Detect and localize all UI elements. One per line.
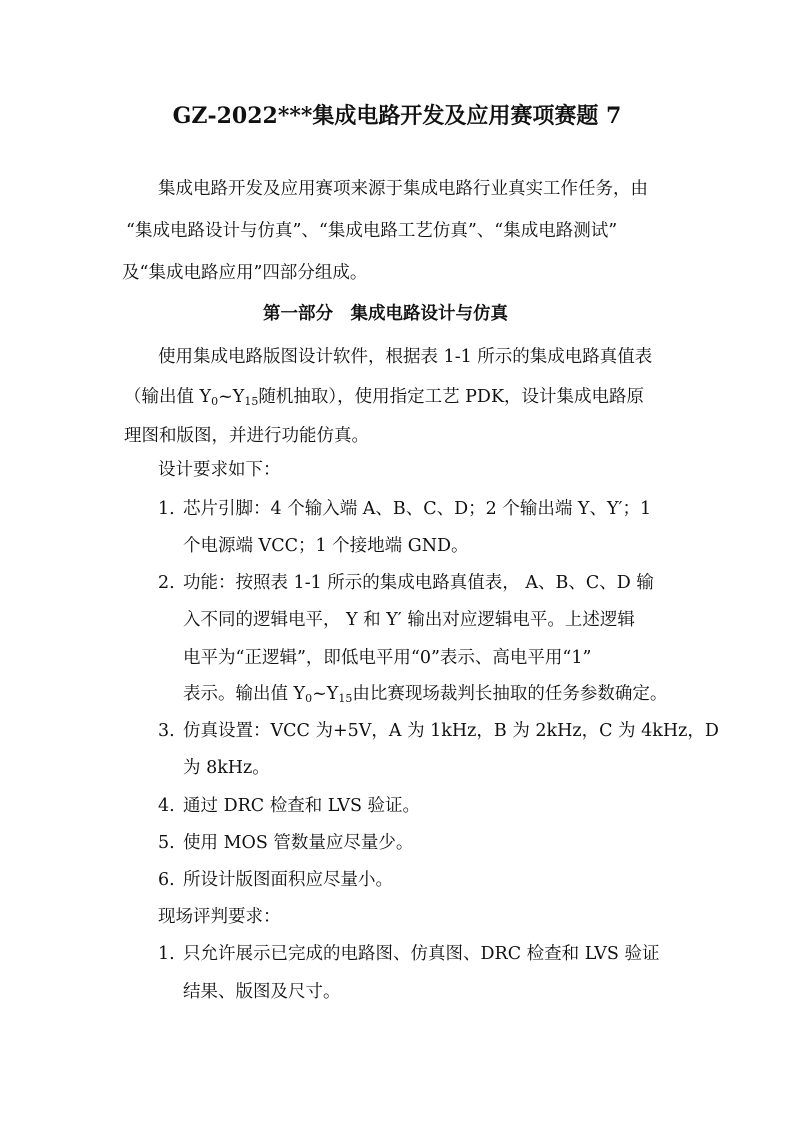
requirement-1-line-1 (158, 497, 651, 521)
page-title: GZ-2022***集成电路开发及应用赛项赛题 7 (172, 103, 622, 129)
subscript-15: 15 (338, 692, 353, 705)
requirement-2-line-4-suffix: 由比赛现场裁判长抽取的任务参数确定。 (352, 684, 668, 704)
design-requirements-label: 设计要求如下： (158, 460, 281, 480)
requirement-5 (158, 831, 413, 855)
part1-para-line-2-suffix: 随机抽取），使用指定工艺 PDK，设计集成电路原 (258, 387, 645, 407)
list-number: 2. (158, 573, 175, 593)
requirement-3-line-2: 为 8kHz。 (183, 758, 270, 778)
intro-line-3: 及“集成电路应用”四部分组成。 (122, 263, 368, 283)
requirement-2-line-2: 入不同的逻辑电平， Y 和 Y′ 输出对应逻辑电平。上述逻辑 (183, 610, 635, 630)
judging-1-line-2: 结果、版图及尺寸。 (183, 982, 341, 1002)
judging-1-line-1 (158, 942, 659, 966)
intro-line-2: “集成电路设计与仿真”、“集成电路工艺仿真”、“集成电路测试” (126, 221, 618, 241)
subscript-0: 0 (211, 395, 219, 408)
requirement-6-text: 所设计版图面积应尽量小。 (183, 870, 393, 890)
requirement-4-text: 通过 DRC 检查和 LVS 验证。 (183, 796, 421, 816)
judging-requirements-label: 现场评判要求： (158, 907, 281, 927)
list-number: 1. (158, 944, 175, 964)
list-number: 3. (158, 721, 175, 741)
requirement-4 (158, 794, 420, 818)
requirement-1-line-2: 个电源端 VCC；1 个接地端 GND。 (183, 536, 469, 556)
requirement-2-text: 功能：按照表 1-1 所示的集成电路真值表， A、B、C、D 输 (183, 573, 654, 593)
requirement-6 (158, 868, 393, 892)
requirement-2-line-4 (183, 682, 667, 706)
requirement-5-text: 使用 MOS 管数量应尽量少。 (183, 833, 414, 853)
part1-para-line-2-prefix: （输出值 Y (124, 387, 212, 407)
part1-para-line-2 (124, 385, 644, 409)
tilde-y: ~Y (312, 684, 339, 704)
part1-para-line-3: 理图和版图，并进行功能仿真。 (124, 426, 369, 446)
list-number: 4. (158, 796, 175, 816)
intro-line-1: 集成电路开发及应用赛项来源于集成电路行业真实工作任务，由 (158, 179, 648, 199)
requirement-3-line-1 (158, 719, 719, 743)
requirement-1-text: 芯片引脚：4 个输入端 A、B、C、D；2 个输出端 Y、Y′；1 (183, 499, 652, 519)
subscript-0: 0 (305, 692, 313, 705)
section-heading-part1: 第一部分 集成电路设计与仿真 (263, 304, 508, 324)
subscript-15: 15 (244, 395, 259, 408)
list-number: 6. (158, 870, 175, 890)
list-number: 1. (158, 499, 175, 519)
tilde-y: ~Y (218, 387, 245, 407)
requirement-3-text: 仿真设置：VCC 为+5V，A 为 1kHz，B 为 2kHz，C 为 4kHz，D (183, 721, 719, 741)
part1-para-line-1: 使用集成电路版图设计软件，根据表 1-1 所示的集成电路真值表 (158, 347, 653, 367)
requirement-2-line-1 (158, 571, 654, 595)
requirement-2-line-4-prefix: 表示。输出值 Y (183, 684, 306, 704)
judging-1-text: 只允许展示已完成的电路图、仿真图、DRC 检查和 LVS 验证 (183, 944, 660, 964)
list-number: 5. (158, 833, 175, 853)
requirement-2-line-3: 电平为“正逻辑”，即低电平用“0”表示、高电平用“1” (183, 648, 592, 668)
